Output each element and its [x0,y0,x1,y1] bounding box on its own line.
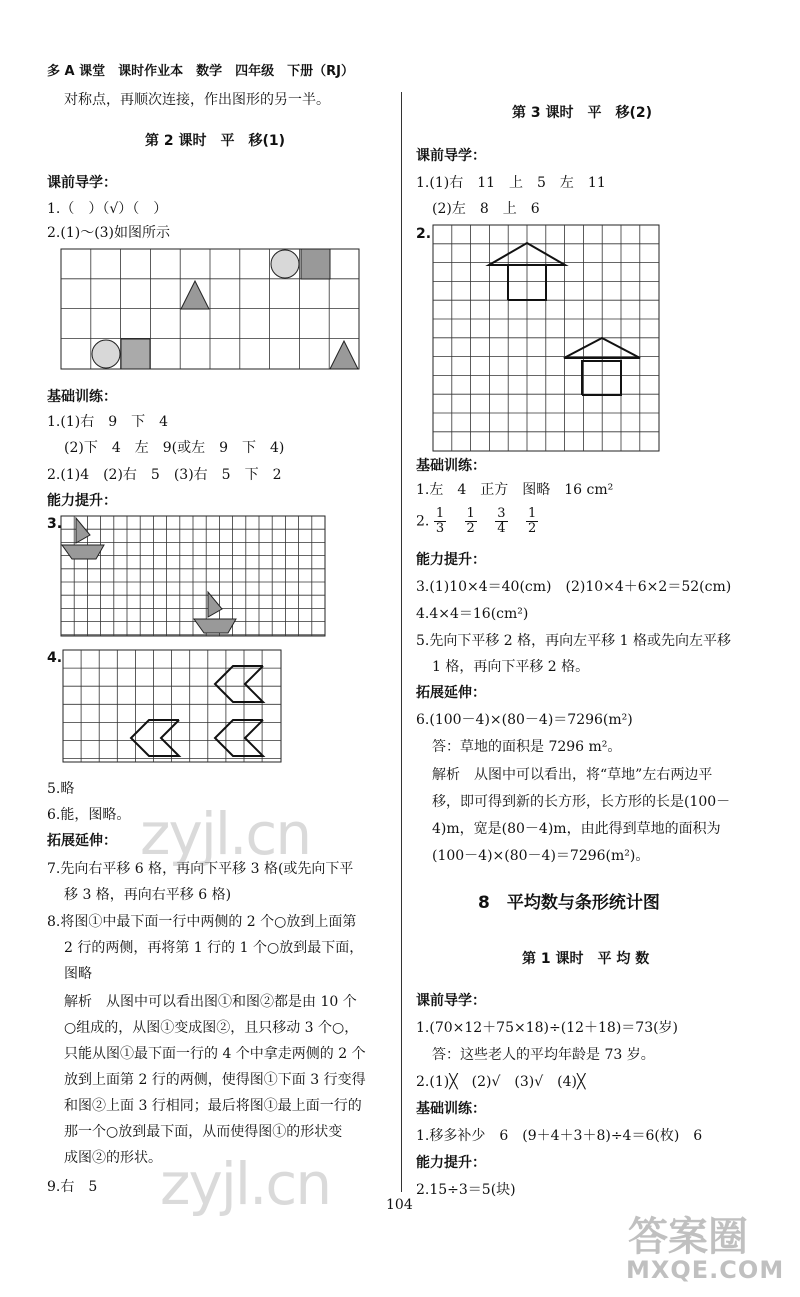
circle-shape-moved [92,340,120,368]
fraction-3: $\frac{3}{4}$ [497,506,506,536]
left-q6: 6.能，图略。 [47,807,131,823]
right-e6: 6.(100－4)×(80－4)＝7296(m²) [416,712,633,728]
right-b2: 2.15÷3＝5(块) [416,1182,516,1198]
left-q8a: 8.将图①中最下面一行中两侧的 2 个○放到上面第 [47,914,357,930]
right-pre2-label: 2. [416,226,432,242]
left-q5: 5.略 [47,781,75,797]
triangle-shape [181,281,209,309]
right-a3: 3.(1)10×4＝40(cm) (2)10×4＋6×2＝52(cm) [416,579,732,595]
left-top-line: 对称点，再顺次连接，作出图形的另一半。 [64,92,330,108]
fraction-4: $\frac{1}{2}$ [528,506,537,536]
chapter-8-title: 8 平均数与条形统计图 [478,893,660,913]
running-header: 多 A 课堂 课时作业本 数学 四年级 下册（RJ） [47,64,354,79]
right-pre1b: (2)左 8 上 6 [432,201,540,217]
left-analysis-3: 只能从图①最下面一行的 4 个中拿走两侧的 2 个 [64,1046,366,1062]
boat-shape-original [62,518,104,559]
right-analysis-2: 移，即可得到新的长方形，长方形的长是(100－ [432,794,731,810]
left-basic1a: 1.(1)右 9 下 4 [47,414,169,430]
left-analysis-2: ○组成的，从图①变成图②，且只移动 3 个○， [64,1020,359,1036]
left-q9: 9.右 5 [47,1179,98,1195]
right-analysis-4: (100－4)×(80－4)＝7296(m²)。 [432,848,650,864]
lesson1-title: 第 1 课时 平 均 数 [522,951,650,967]
page-number: 104 [386,1197,413,1213]
chevron-shape-1 [215,666,263,702]
right-e6-answer: 答：草地的面积是 7296 m²。 [432,739,622,755]
watermark-2: zyjl.cn [160,1150,331,1218]
basic-label-right-2: 基础训练： [416,1101,486,1117]
right-a4: 4.4×4＝16(cm²) [416,606,529,622]
left-q7a: 7.先向右平移 6 格，再向下平移 3 格(或先向下平 [47,861,354,877]
square-shape [301,249,330,279]
left-q8c: 图略 [64,966,92,982]
right-p1: 1.(70×12＋75×18)÷(12＋18)＝73(岁) [416,1020,679,1036]
left-analysis-1: 解析 从图中可以看出图①和图②都是由 10 个 [64,994,357,1010]
watermark-1: zyjl.cn [140,800,311,868]
chevron-shape-3 [215,720,263,756]
right-pre1a: 1.(1)右 11 上 5 左 11 [416,175,606,191]
left-analysis-7: 成图②的形状。 [64,1150,162,1166]
left-analysis-4: 放到上面第 2 行的两侧，使得图①下面 3 行变得 [64,1072,366,1088]
pre-label-left: 课前导学： [47,175,117,191]
house-shape-2 [582,361,621,395]
column-divider [401,92,402,1192]
ability-label-right: 能力提升： [416,552,486,568]
right-analysis-1: 解析 从图中可以看出，将“草地”左右两边平 [432,767,713,783]
q3-label: 3. [47,516,63,532]
lesson3-title: 第 3 课时 平 移(2) [512,105,653,121]
ability-label-left: 能力提升： [47,493,117,509]
grid-figure-houses [432,224,660,452]
left-basic2: 2.(1)4 (2)右 5 (3)右 5 下 2 [47,467,282,483]
pre-label-right: 课前导学： [416,148,486,164]
right-a5a: 5.先向下平移 2 格，再向左平移 1 格或先向左平移 [416,633,731,649]
basic-label-left: 基础训练： [47,389,117,405]
right-a5b: 1 格，再向下平移 2 格。 [432,659,590,675]
lesson2-title: 第 2 课时 平 移(1) [145,133,286,149]
left-q7b: 移 3 格，再向右平移 6 格) [64,887,232,903]
circle-shape [271,250,299,278]
right-basic1: 1.左 4 正方 图略 16 cm² [416,482,614,498]
basic-label-right: 基础训练： [416,458,486,474]
fraction-1: $\frac{1}{3}$ [435,506,445,536]
grid-figure-translate-1 [60,248,362,372]
corner-site: MXQE.COM [626,1256,785,1284]
left-analysis-5: 和图②上面 3 行相同；最后将图①最上面一行的 [64,1098,362,1114]
pre-label-right-2: 课前导学： [416,993,486,1009]
square-shape-moved [121,339,150,369]
right-analysis-3: 4)m，宽是(80－4)m，由此得到草地的面积为 [432,821,721,837]
ext-label-right: 拓展延伸： [416,685,486,701]
boat-shape-moved [194,592,236,633]
left-pre2: 2.(1)～(3)如图所示 [47,225,171,241]
left-analysis-6: 那一个○放到最下面，从而使得图①的形状变 [64,1124,343,1140]
fraction-2: $\frac{1}{2}$ [466,506,475,536]
left-basic1b: (2)下 4 左 9(或左 9 下 4) [64,440,285,456]
right-basic2-label: 2. [416,513,430,530]
right-b1: 1.移多补少 6 (9＋4＋3＋8)÷4＝6(枚) 6 [416,1128,703,1144]
corner-logo: 答案圈 [628,1214,748,1260]
left-q8b: 2 行的两侧，再将第 1 行的 1 个○放到最下面， [64,940,364,956]
right-basic2-fractions [416,507,552,536]
left-pre1: 1.（ ）（√）（ ） [47,201,168,217]
triangle-shape-moved [330,341,358,369]
right-p2: 2.(1)╳ (2)√ (3)√ (4)╳ [416,1074,586,1090]
grid-figure-chevrons [62,649,284,765]
right-p1-answer: 答：这些老人的平均年龄是 73 岁。 [432,1047,655,1063]
ability-label-right-2: 能力提升： [416,1155,486,1171]
q4-label: 4. [47,650,63,666]
grid-figure-boats [60,515,328,639]
ext-label-left: 拓展延伸： [47,833,117,849]
